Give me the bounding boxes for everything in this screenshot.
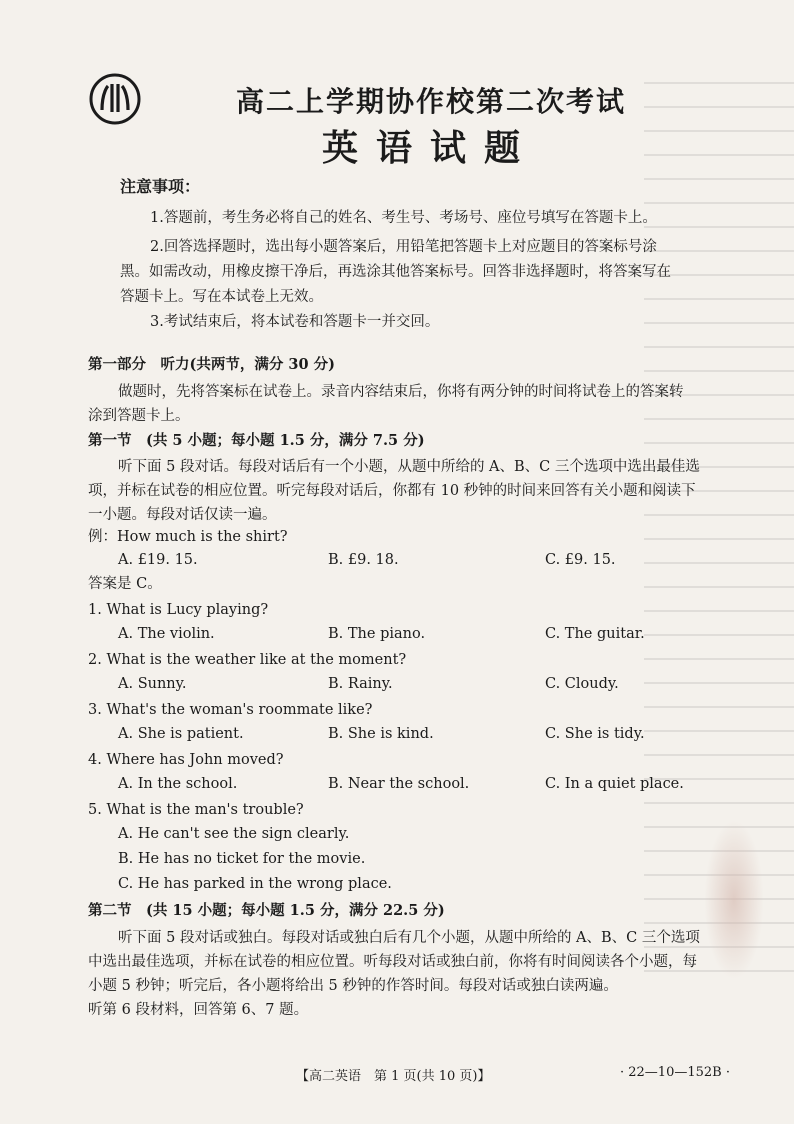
q5-option-a: A. He can't see the sign clearly. <box>118 826 350 842</box>
q1-option-a: A. The violin. <box>118 626 215 642</box>
q2-option-c: C. Cloudy. <box>545 676 619 692</box>
section2-instructions: 听下面 5 段对话或独白。每段对话或独白后有几个小题，从题中所给的 A、B、C 三个选项 <box>118 930 700 946</box>
q4-option-b: B. Near the school. <box>328 776 470 792</box>
question-1: 1. What is Lucy playing? <box>88 602 269 618</box>
notice-heading: 注意事项： <box>120 177 201 196</box>
q2-option-b: B. Rainy. <box>328 676 393 692</box>
q5-option-c: C. He has parked in the wrong place. <box>118 876 392 892</box>
q1-option-c: C. The guitar. <box>545 626 645 642</box>
example-answer: 答案是 C。 <box>88 576 162 592</box>
part1-intro-cont: 涂到答题卡上。 <box>88 408 190 424</box>
exam-code: · 22—10—152B · <box>620 1065 730 1080</box>
notice-item-2: 2.回答选择题时，选出每小题答案后，用铅笔把答题卡上对应题目的答案标号涂 <box>150 239 657 255</box>
section1-instructions: 听下面 5 段对话。每段对话后有一个小题，从题中所给的 A、B、C 三个选项中选出最佳选 <box>118 459 700 475</box>
notice-item-1: 1.答题前，考生务必将自己的姓名、考生号、考场号、座位号填写在答题卡上。 <box>150 210 657 226</box>
q4-option-a: A. In the school. <box>118 776 238 792</box>
paper-smudge <box>704 820 764 980</box>
notice-item-2-cont: 黑。如需改动，用橡皮擦干净后，再选涂其他答案标号。回答非选择题时，将答案写在 <box>120 264 671 280</box>
example-question: 例：How much is the shirt? <box>88 529 288 545</box>
part1-intro: 做题时，先将答案标在试卷上。录音内容结束后，你将有两分钟的时间将试卷上的答案转 <box>118 384 684 400</box>
example-option-a: A. £19. 15. <box>118 552 198 568</box>
q3-option-a: A. She is patient. <box>118 726 244 742</box>
q3-option-c: C. She is tidy. <box>545 726 645 742</box>
q3-option-b: B. She is kind. <box>328 726 434 742</box>
exam-subject: 英语试题 <box>322 127 539 169</box>
question-2: 2. What is the weather like at the moment? <box>88 652 407 668</box>
question-4: 4. Where has John moved? <box>88 752 284 768</box>
q5-option-b: B. He has no ticket for the movie. <box>118 851 366 867</box>
section1-heading: 第一节 (共 5 小题；每小题 1.5 分，满分 7.5 分) <box>88 432 425 449</box>
q4-option-c: C. In a quiet place. <box>545 776 684 792</box>
section2-instructions-cont: 中选出最佳选项，并标在试卷的相应位置。听每段对话或独白前，你将有时间阅读各个小题，每 <box>88 954 697 970</box>
section2-heading: 第二节 (共 15 小题；每小题 1.5 分，满分 22.5 分) <box>88 902 445 919</box>
q2-option-a: A. Sunny. <box>118 676 187 692</box>
page-number: 【高二英语 第 1 页(共 10 页)】 <box>296 1069 491 1084</box>
school-logo-icon <box>88 72 142 126</box>
part1-heading: 第一部分 听力(共两节，满分 30 分) <box>88 356 335 373</box>
example-option-b: B. £9. 18. <box>328 552 399 568</box>
example-option-c: C. £9. 15. <box>545 552 616 568</box>
section1-instructions-cont: 项，并标在试卷的相应位置。听完每段对话后，你都有 10 秒钟的时间来回答有关小题和阅读下 <box>88 483 696 499</box>
q1-option-b: B. The piano. <box>328 626 426 642</box>
section2-material-6: 听第 6 段材料，回答第 6、7 题。 <box>88 1002 309 1018</box>
exam-title: 高二上学期协作校第二次考试 <box>236 85 627 118</box>
question-5: 5. What is the man's trouble? <box>88 802 304 818</box>
question-3: 3. What's the woman's roommate like? <box>88 702 373 718</box>
section1-instructions-cont: 一小题。每段对话仅读一遍。 <box>88 507 277 523</box>
section2-instructions-cont: 小题 5 秒钟；听完后，各小题将给出 5 秒钟的作答时间。每段对话或独白读两遍。 <box>88 978 618 994</box>
notice-item-3: 3.考试结束后，将本试卷和答题卡一并交回。 <box>150 314 440 330</box>
notice-item-2-cont: 答题卡上。写在本试卷上无效。 <box>120 289 323 305</box>
